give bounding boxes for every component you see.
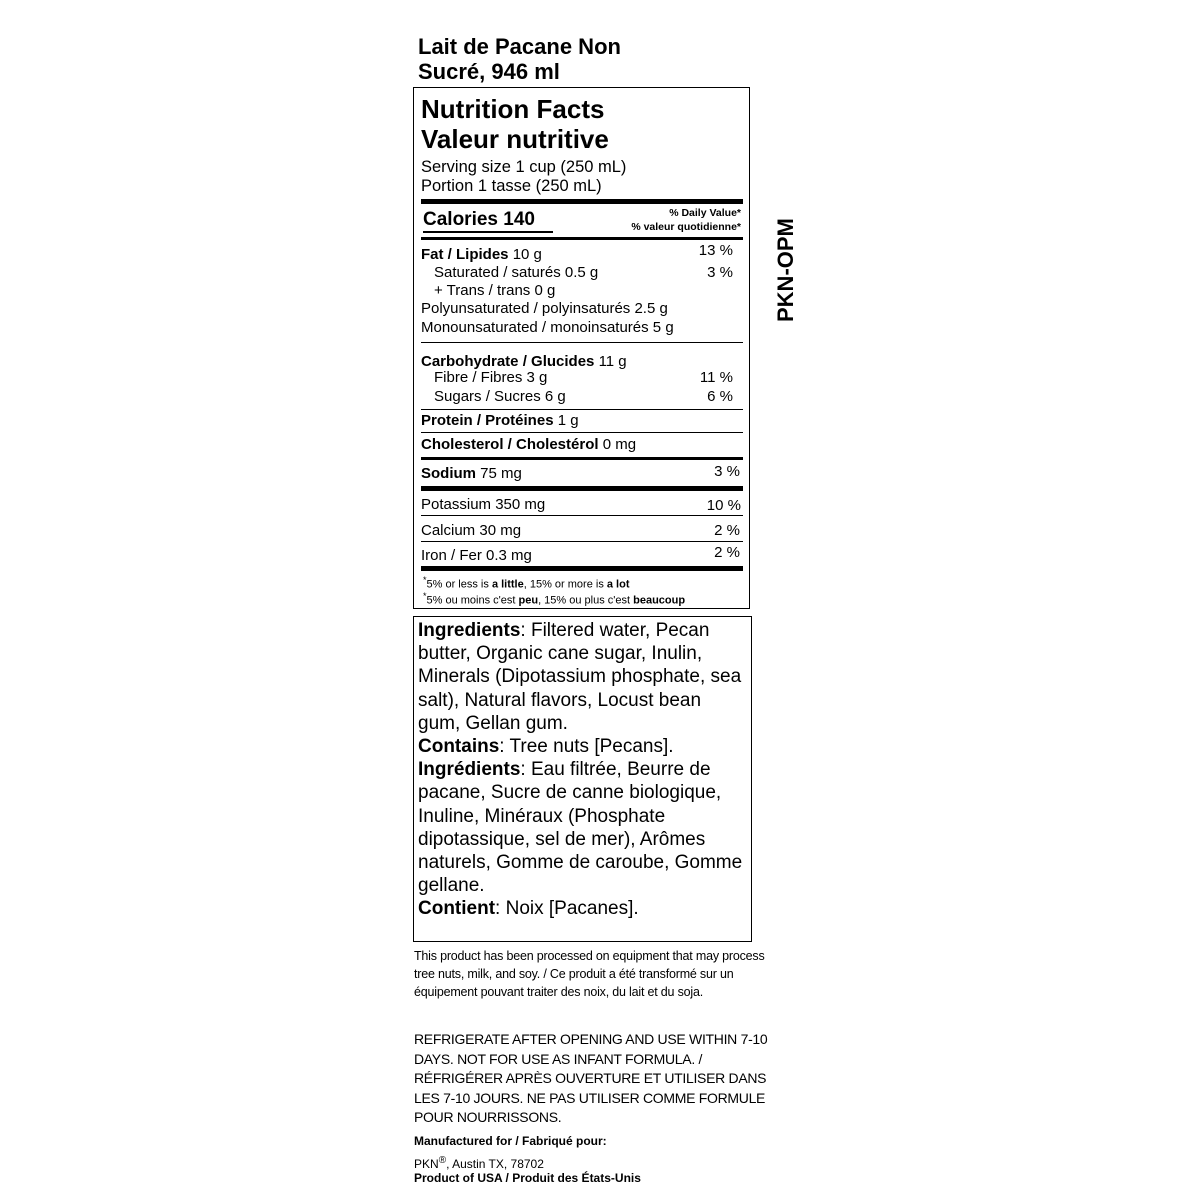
sodium-dv: 3 % xyxy=(714,463,740,480)
thick-divider xyxy=(421,566,743,571)
divider xyxy=(421,457,743,460)
ingredients-fr-label: Ingrédients xyxy=(418,759,521,781)
calories-underline xyxy=(423,231,553,233)
saturated-row: Saturated / saturés 0.5 g xyxy=(434,264,599,281)
saturated-dv: 3 % xyxy=(707,264,733,281)
potassium-dv: 10 % xyxy=(706,497,741,514)
monounsaturated-row: Monounsaturated / monoinsaturés 5 g xyxy=(421,319,674,336)
contains-text: : Tree nuts [Pecans]. xyxy=(499,736,674,758)
calcium-label: Calcium xyxy=(421,522,476,539)
fibre-dv: 11 % xyxy=(699,369,733,386)
product-title-line1: Lait de Pacane Non xyxy=(418,34,621,59)
carbohydrate-label: Carbohydrate / Glucides xyxy=(421,353,595,370)
sodium-amount: 75 mg xyxy=(480,465,522,482)
calories-divider xyxy=(421,237,743,240)
serving-size xyxy=(421,158,626,196)
contient-fr xyxy=(418,897,746,920)
manufacturer-address: PKN®, Austin TX, 78702 xyxy=(414,1155,544,1171)
iron-label: Iron / Fer xyxy=(421,547,482,564)
calcium-amount: 30 mg xyxy=(479,522,522,539)
ingredients-en-label: Ingredients xyxy=(418,620,521,641)
calcium-dv: 2 % xyxy=(714,522,740,539)
protein-amount: 1 g xyxy=(557,412,579,429)
product-title-line2: Sucré, 946 ml xyxy=(418,59,560,84)
fat-amount: 10 g xyxy=(512,246,542,263)
ingredients-box xyxy=(413,616,752,942)
sodium-label: Sodium xyxy=(421,465,476,482)
fat-label: Fat / Lipides xyxy=(421,246,509,263)
contient-text: : Noix [Pacanes]. xyxy=(495,898,639,920)
ingredients-en-text: : Filtered water, Pecan butter, Organic cane sugar, Inulin, Minerals (Dipotassium phosphate, sea salt), Natural flavors, Locust bean gum, Gellan gum. xyxy=(418,620,742,734)
ingredients-fr xyxy=(418,758,746,897)
fat-dv: 13 % xyxy=(698,242,733,259)
serving-size-fr: Portion 1 tasse (250 mL) xyxy=(421,177,602,195)
divider xyxy=(421,432,743,433)
sugars-dv: 6 % xyxy=(707,388,733,405)
product-title xyxy=(418,34,738,84)
carbohydrate-amount: 11 g xyxy=(598,353,627,370)
side-code: PKN-OPM xyxy=(773,218,798,322)
daily-value-header-en: % Daily Value* xyxy=(669,207,741,219)
nutrition-title-fr: Valeur nutritive xyxy=(421,124,609,154)
fibre-row: Fibre / Fibres 3 g xyxy=(434,369,548,386)
ingredients-en xyxy=(418,619,746,735)
nutrition-title-en: Nutrition Facts xyxy=(421,94,605,124)
potassium-amount: 350 mg xyxy=(495,496,546,513)
daily-value-header xyxy=(631,206,741,234)
divider xyxy=(421,541,743,542)
ingredients-fr-text: : Eau filtrée, Beurre de pacane, Sucre de canne biologique, Inuline, Minéraux (Phosphate dipotassique, sel de mer), Arômes naturels, Gomme de caroube, Gomme gellane. xyxy=(418,759,743,897)
thick-divider xyxy=(421,199,743,204)
nutrition-facts-panel xyxy=(413,87,750,609)
divider xyxy=(421,515,743,516)
contains-en xyxy=(418,735,746,758)
cholesterol-row xyxy=(421,436,636,454)
contains-label: Contains xyxy=(418,736,500,758)
potassium-label: Potassium xyxy=(421,496,492,513)
divider xyxy=(421,409,743,410)
manufacturer-info xyxy=(414,1133,774,1187)
allergen-note: This product has been processed on equipment that may process tree nuts, milk, and soy. / Ce produit a été transformé sur un équipement pouvant traiter des noix, du lait et du soja. xyxy=(414,949,765,999)
calcium-row xyxy=(421,522,521,540)
iron-row xyxy=(421,547,532,565)
daily-value-header-fr: % valeur quotidienne* xyxy=(631,221,741,233)
potassium-row xyxy=(421,496,545,514)
footnote-fr: *5% ou moins c'est peu, 15% ou plus c'est beaucoup xyxy=(423,591,686,607)
iron-amount: 0.3 mg xyxy=(486,547,532,564)
serving-size-en: Serving size 1 cup (250 mL) xyxy=(421,158,627,176)
cholesterol-label: Cholesterol / Cholestérol xyxy=(421,436,599,453)
manufacturer-label: Manufactured for / Fabriqué pour: xyxy=(414,1134,607,1148)
cholesterol-amount: 0 mg xyxy=(602,436,637,453)
nutrition-title xyxy=(421,94,609,154)
fat-row xyxy=(421,246,542,264)
storage-note: REFRIGERATE AFTER OPENING AND USE WITHIN 7-10 DAYS. NOT FOR USE AS INFANT FORMULA. / RÉFRIGÉRER APRÈS OUVERTURE ET UTILISER DANS LES 7-10 JOURS. NE PAS UTILISER COMME FORMULE POUR NOURRISSONS. xyxy=(414,1031,768,1125)
iron-dv: 2 % xyxy=(714,544,740,561)
contient-label: Contient xyxy=(418,898,496,920)
divider xyxy=(421,342,743,343)
calories-label: Calories 140 xyxy=(423,209,535,230)
country-of-origin: Product of USA / Produit des États-Unis xyxy=(414,1171,641,1185)
protein-label: Protein / Protéines xyxy=(421,412,554,429)
thick-divider xyxy=(421,486,743,491)
sodium-row xyxy=(421,465,522,483)
polyunsaturated-row: Polyunsaturated / polyinsaturés 2.5 g xyxy=(421,300,668,317)
protein-row xyxy=(421,412,579,430)
sugars-row: Sugars / Sucres 6 g xyxy=(434,388,566,405)
footnote-en: *5% or less is a little, 15% or more is a lot xyxy=(423,575,630,591)
trans-row: + Trans / trans 0 g xyxy=(434,282,556,299)
